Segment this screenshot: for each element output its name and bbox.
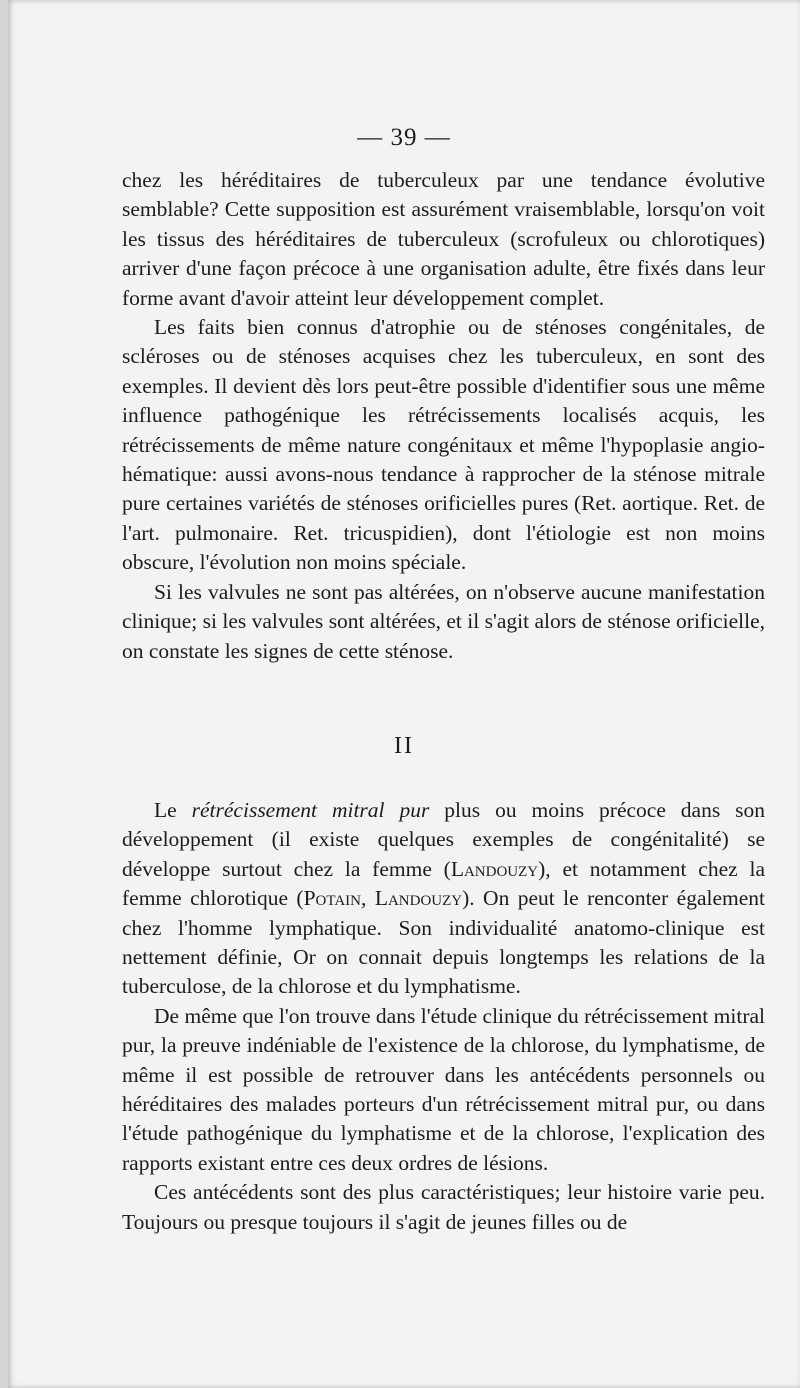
paragraph-retrecissement-mitral <box>122 796 765 1002</box>
p4-lead: Le <box>154 798 177 822</box>
page-number: — 39 — <box>357 124 451 151</box>
author-potain: Potain <box>303 886 362 911</box>
paragraph-continuation: chez les héréditaires de tuberculeux par une tendance évolutive semblable? Cette supposition est assurément vraisemblable, lorsqu'on voit les tissus des héréditaires de tuberculeux (scrofuleux ou chlorotiques) arriver d'une façon précoce à une organisation adulte, être fixés dans leur forme avant d'avoir atteint leur développement complet. <box>122 168 765 310</box>
paragraph-antecedents: Ces antécédents sont des plus caractéristiques; leur histoire varie peu. Toujours ou presque toujours il s'agit de jeunes filles ou de <box>122 1180 765 1234</box>
paragraph-valvules: Si les valvules ne sont pas altérées, on n'observe aucune manifestation clinique; si les valvules sont altérées, et il s'agit alors de sténose orificielle, on constate les signes de cette sténose. <box>122 579 765 663</box>
p4-italic-term: rétrécissement mitral pur <box>191 798 430 822</box>
book-page <box>8 0 800 1388</box>
paragraph-chlorose: De même que l'on trouve dans l'étude clinique du rétrécissement mitral pur, la preuve indéniable de l'existence de la chlorose, du lymphatisme, de même il est possible de retrouver dans les antécédents personnels ou héréditaires des malades porteurs d'un rétrécissement mitral pur, ou dans l'étude pathogénique du lymphatisme et de la chlorose, l'explication des rapports existant entre ces deux ordres de lésions. <box>122 1003 765 1175</box>
p4-text-b: ), et notamment chez la femme chlorotique ( <box>122 856 765 911</box>
paragraph-stenoses: Les faits bien connus d'atrophie ou de sténoses congénitales, de scléroses ou de sténoses acquises chez les tuberculeux, en sont des exemples. Il devient dès lors peut-être possible d'identifier sous une même influence pathogénique les rétrécissements localisés acquis, les rétrécissements de même nature congénitaux et même l'hypoplasie angio-hématique: aussi avons-nous tendance à rapprocher de la sténose mitrale pure certaines variétés de sténoses orificielles pures (Ret. aortique. Ret. de l'art. pulmonaire. Ret. tricuspidien), dont l'étiologie est non moins obscure, l'évolution non moins spéciale. <box>122 315 765 575</box>
author-landouzy-2: Landouzy <box>374 886 463 911</box>
p4-text-c: ). On peut le renconter également chez l'homme lymphatique. Son individualité anatomo-clinique est nettement définie, Or on connait depuis longtemps les relations de la tuberculose, de la chlorose et du lymphatisme. <box>122 886 766 999</box>
text-block-lower <box>122 796 765 1237</box>
p4-text-a: plus ou moins précoce dans son développement (il existe quelques exemples de congénitalité) se développe surtout chez la femme ( <box>122 798 766 881</box>
p4-separator: , <box>361 886 375 911</box>
text-block-upper <box>122 166 765 666</box>
author-landouzy: Landouzy <box>450 856 539 881</box>
section-heading-ii: II <box>394 733 414 759</box>
